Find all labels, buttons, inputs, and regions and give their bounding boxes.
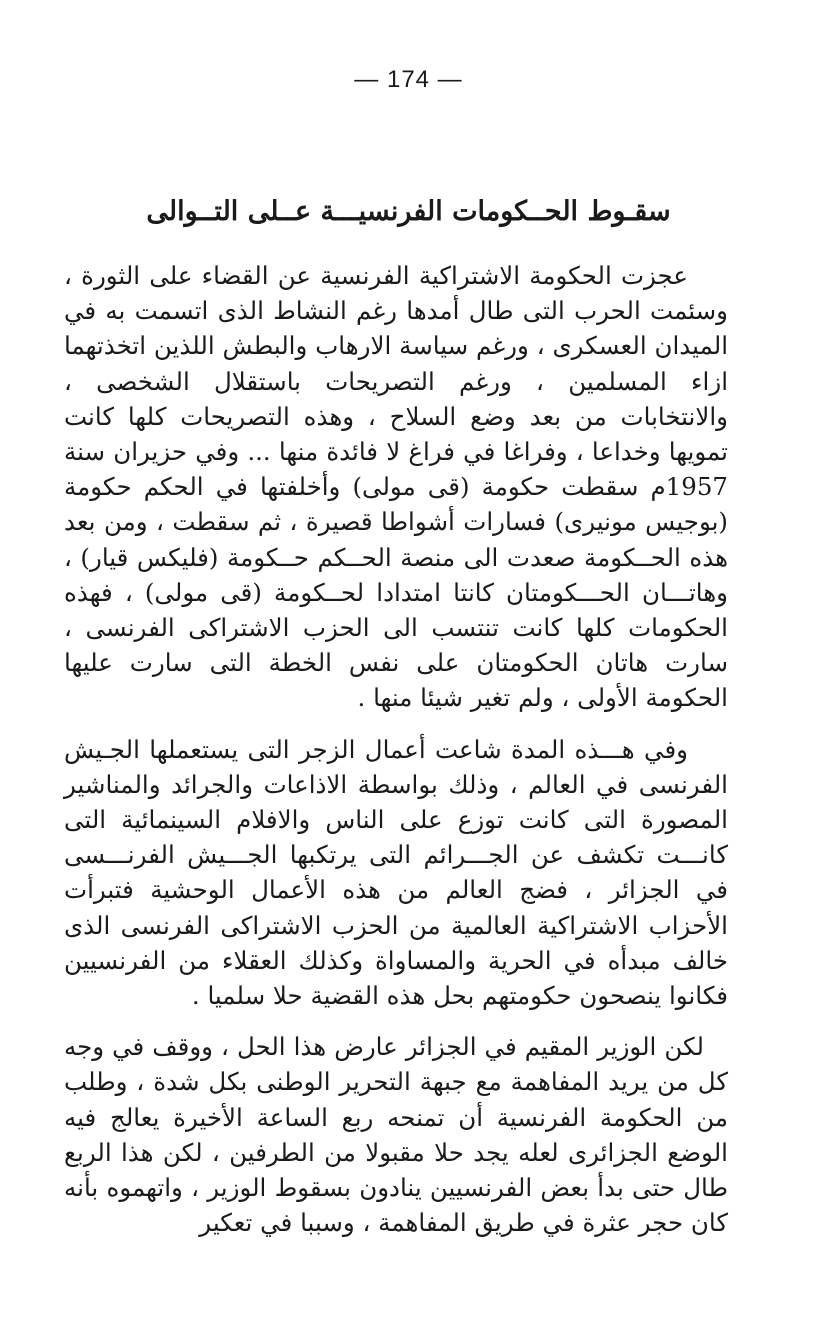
paragraph-3: لكن الوزير المقيم في الجزائر عارض هذا الحل ، ووقف في وجه كل من يريد المفاهمة مع جبهة التحرير الوطنى بكل شدة ، وطلب من الحكومة الفرنسية أن تمنحه ربع الساعة الأخيرة يعالج فيه الوضع الجزائرى لعله يجد حلا مقبولا من الطرفين ، لكن هذا الربع طال حتى بدأ بعض الفرنسيين ينادون بسقوط الوزير ، واتهموه بأنه كان حجر عثرة في طريق المفاهمة ، وسببا في تعكير xyxy=(64,1032,728,1238)
paragraph-2: وفي هـــذه المدة شاعت أعمال الزجر التى يستعملها الجـيش الفرنسى في العالم ، وذلك بواسطة الاذاعات والجرائد والمناشير المصورة التى كانت توزع على الناس والافلام السينمائية التى كانـــت تكشف عن الجـــرائم التى يرتكبها الجـــيش الفرنـــسى في الجزائر ، فضج العالم من هذه الأعمال الوحشية فتبرأت الأحزاب الاشتراكية العالمية من الحزب الاشتراكى الفرنسى الذى خالف مبدأه في الحرية والمساواة وكذلك العقلاء من الفرنسيين فكانوا ينصحون حكومتهم بحل هذه القضية حلا سلميا . xyxy=(64,734,728,1011)
body-text xyxy=(64,258,728,1240)
chapter-title: سقـوط الحــكومات الفرنسيـــة عــلى التــوالى xyxy=(146,196,671,227)
page-number: — 174 — xyxy=(354,66,463,93)
paragraph-1: عجزت الحكومة الاشتراكية الفرنسية عن القضاء على الثورة ، وسئمت الحرب التى طال أمدها رغم النشاط الذى اتسمت به في الميدان العسكرى ، ورغم سياسة الارهاب والبطش اللذين اتخذتهما ازاء المسلمين ، ورغم التصريحات باستقلال الشخصى ، والانتخابات من بعد وضع السلاح ، وهذه التصريحات كلها كانت تمويها وخداعا ، وفراغا في فراغ لا فائدة منها ... وفي حزيران سنة 1957م سقطت حكومة (قى مولى) وأخلفتها في الحكم حكومة (بوجيس مونيرى) فسارات أشواطا قصيرة ، ثم سقطت ، ومن بعد هذه الحــكومة صعدت الى منصة الحــكم حــكومة (فليكس قيار) ، وهاتـــان الحـــكومتان كانتا امتدادا لحــكومة (قى مولى) ، فهذه الحكومات كلها كانت تنتسب الى الحزب الاشتراكى الفرنسى ، سارت هاتان الحكومتان على نفس الخطة التى سارت عليها الحكومة الأولى ، ولم تغير شيئا منها . xyxy=(64,261,728,713)
